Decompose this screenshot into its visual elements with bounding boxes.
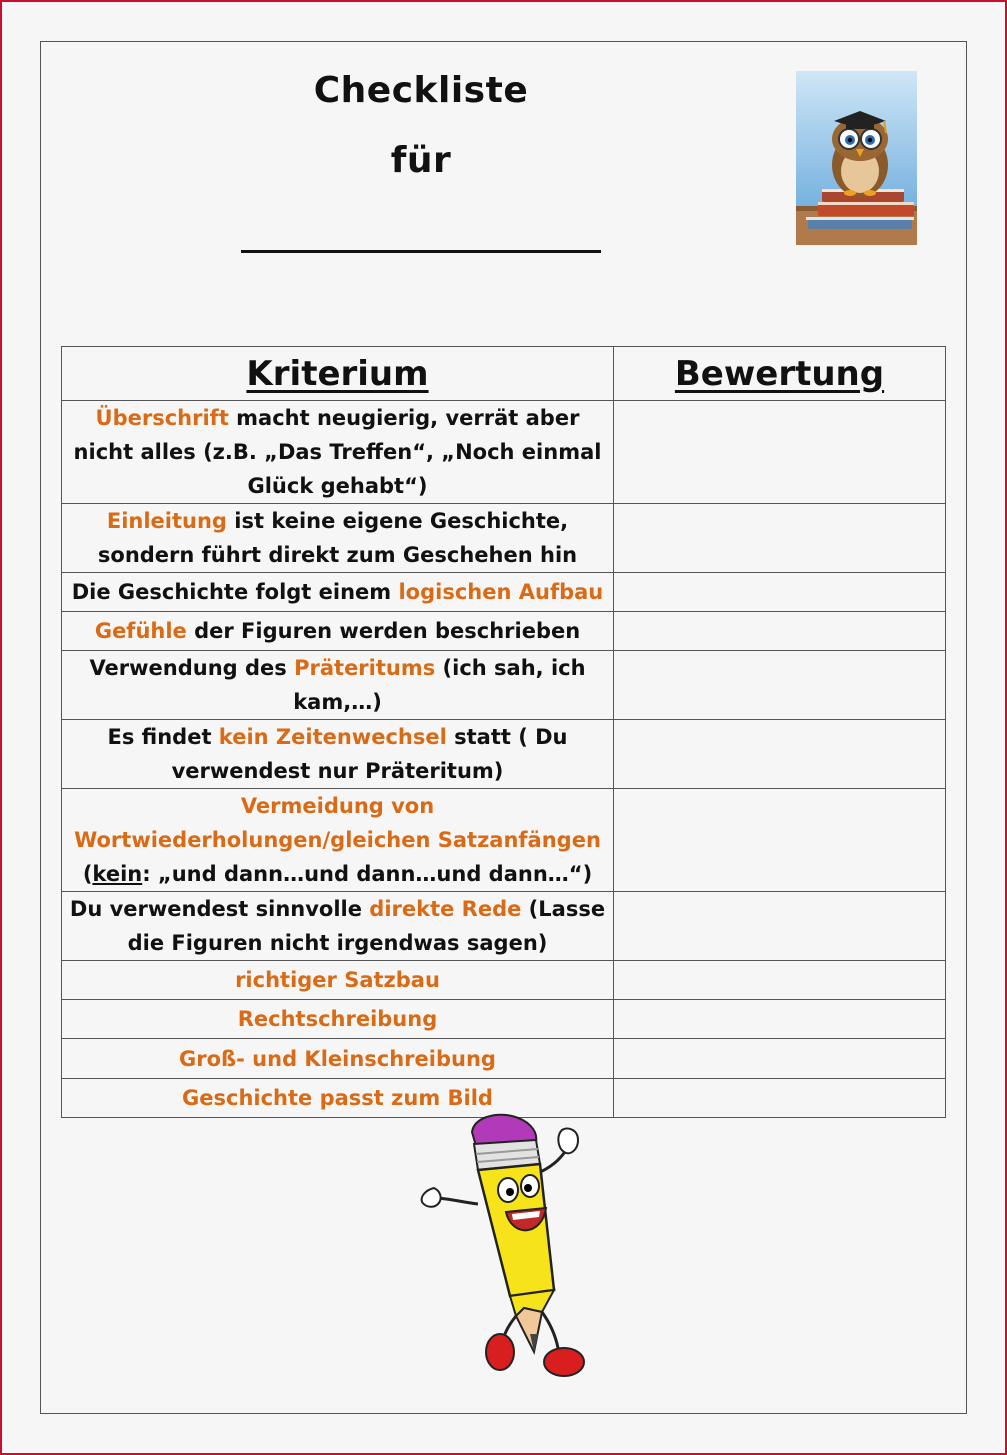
criterion-text: (ich sah, ich kam,…) xyxy=(293,656,586,714)
criterion-text: Die Geschichte folgt einem xyxy=(71,580,399,604)
table-row xyxy=(62,612,946,651)
checklist-rows xyxy=(62,401,946,1118)
rating-cell[interactable] xyxy=(614,612,946,651)
criterion-text: : „und dann…und dann…und dann…“) xyxy=(142,862,593,886)
rating-cell[interactable] xyxy=(614,651,946,720)
table-row xyxy=(62,1000,946,1039)
criterion-cell xyxy=(62,720,614,789)
header-rating: Bewertung xyxy=(614,347,946,401)
table-row xyxy=(62,573,946,612)
table-row xyxy=(62,892,946,961)
table-row xyxy=(62,961,946,1000)
criterion-keyword: Überschrift xyxy=(95,406,229,430)
rating-cell[interactable] xyxy=(614,892,946,961)
table-row xyxy=(62,651,946,720)
criterion-keyword: Rechtschreibung xyxy=(237,1007,438,1031)
criterion-text: Du verwendest sinnvolle xyxy=(69,897,370,921)
criterion-cell xyxy=(62,961,614,1000)
rating-cell[interactable] xyxy=(614,504,946,573)
owl-icon xyxy=(796,71,917,245)
table-row xyxy=(62,720,946,789)
criterion-text: Verwendung des xyxy=(89,656,295,680)
criterion-keyword: Präteritums xyxy=(294,656,436,680)
criterion-keyword: Gefühle xyxy=(94,619,187,643)
criterion-text: statt ( Du verwendest nur Präteritum) xyxy=(171,725,568,783)
criterion-keyword: Vermeidung von Wortwiederholungen/gleichen Satzanfängen xyxy=(74,794,601,852)
criterion-text: der Figuren werden beschrieben xyxy=(186,619,581,643)
criterion-keyword: richtiger Satzbau xyxy=(235,968,440,992)
table-row xyxy=(62,789,946,892)
header-criterion: Kriterium xyxy=(62,347,614,401)
criterion-keyword: direkte Rede xyxy=(369,897,522,921)
table-header-row xyxy=(62,347,946,401)
table-row xyxy=(62,401,946,504)
criterion-keyword: logischen Aufbau xyxy=(398,580,604,604)
checklist-table xyxy=(61,346,946,1118)
criterion-text: ist keine eigene Geschichte, sondern führt direkt zum Geschehen hin xyxy=(97,509,578,567)
criterion-keyword: kein Zeitenwechsel xyxy=(218,725,447,749)
rating-cell[interactable] xyxy=(614,1039,946,1079)
criterion-cell xyxy=(62,401,614,504)
rating-cell[interactable] xyxy=(614,720,946,789)
page-title: Checkliste xyxy=(313,70,529,111)
rating-cell[interactable] xyxy=(614,573,946,612)
rating-cell[interactable] xyxy=(614,961,946,1000)
criterion-keyword: Geschichte passt zum Bild xyxy=(182,1086,493,1110)
rating-cell[interactable] xyxy=(614,789,946,892)
rating-cell[interactable] xyxy=(614,1000,946,1039)
criterion-cell xyxy=(62,573,614,612)
rating-cell[interactable] xyxy=(614,401,946,504)
criterion-cell xyxy=(62,789,614,892)
criterion-text: macht neugierig, verrät aber nicht alles (z.B. „Das Treffen“, „Noch einmal Glück gehabt“) xyxy=(73,406,602,498)
pencil-icon xyxy=(412,1112,597,1392)
criterion-keyword: Einleitung xyxy=(106,509,227,533)
criterion-cell xyxy=(62,1039,614,1079)
criterion-text: (Lasse die Figuren nicht irgendwas sagen) xyxy=(127,897,606,955)
criterion-cell xyxy=(62,1000,614,1039)
criterion-keyword: Groß- und Kleinschreibung xyxy=(179,1046,496,1071)
criterion-cell xyxy=(62,612,614,651)
table-row xyxy=(62,504,946,573)
criterion-cell xyxy=(62,651,614,720)
criterion-text: ( xyxy=(82,862,93,886)
page-subtitle: für xyxy=(390,140,452,181)
table-row xyxy=(62,1039,946,1079)
criterion-text: Es findet xyxy=(107,725,219,749)
criterion-text: kein xyxy=(92,862,143,886)
name-blank-line xyxy=(241,250,601,253)
criterion-cell xyxy=(62,504,614,573)
rating-cell[interactable] xyxy=(614,1079,946,1118)
criterion-cell xyxy=(62,892,614,961)
